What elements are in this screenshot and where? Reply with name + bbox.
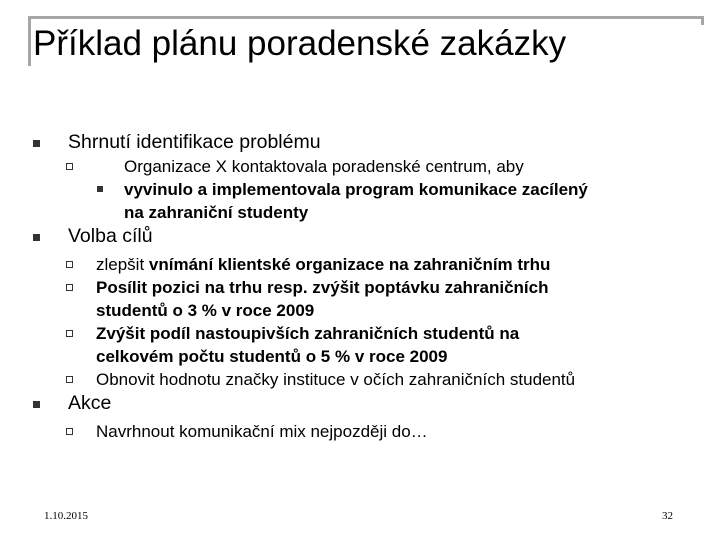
slide-title: Příklad plánu poradenské zakázky (33, 24, 567, 63)
square-bullet-icon (33, 234, 40, 241)
slide-content (30, 130, 710, 443)
sub-sub-bullet-item (30, 178, 710, 224)
footer-page-number: 32 (662, 510, 673, 522)
bullet-text-continuation: na zahraniční studenty (124, 203, 309, 222)
frame-left-rule (28, 16, 31, 66)
hollow-square-bullet-icon (66, 428, 73, 435)
bullet-text: Shrnutí identifikace problému (68, 131, 321, 153)
bullet-text: Navrhnout komunikační mix nejpozději do… (96, 422, 428, 441)
square-bullet-icon (33, 140, 40, 147)
bullet-text: Volba cílů (68, 225, 153, 247)
hollow-square-bullet-icon (66, 330, 73, 337)
bullet-item (30, 130, 710, 155)
sub-bullet-item (30, 155, 710, 178)
sub-bullet-item (30, 368, 710, 391)
bullet-text-prefix: zlepšit (96, 255, 149, 274)
bullet-text: Zvýšit podíl nastoupivších zahraničních studentů na (96, 324, 520, 343)
hollow-square-bullet-icon (66, 163, 73, 170)
bullet-text: Organizace X kontaktovala poradenské centrum, aby (124, 157, 524, 176)
frame-top-rule (28, 16, 704, 19)
bullet-text: Akce (68, 392, 112, 414)
hollow-square-bullet-icon (66, 284, 73, 291)
bullet-item (30, 224, 710, 249)
sub-bullet-item (30, 322, 710, 368)
hollow-square-bullet-icon (66, 376, 73, 383)
square-bullet-icon (97, 186, 103, 192)
bullet-text-continuation: celkovém počtu studentů o 5 % v roce 2009 (96, 347, 448, 366)
bullet-text: vnímání klientské organizace na zahraničním trhu (148, 255, 551, 274)
footer-date: 1.10.2015 (44, 510, 88, 522)
frame-right-rule (701, 16, 704, 25)
bullet-text: Posílit pozici na trhu resp. zvýšit poptávku zahraničních (96, 278, 549, 297)
bullet-item (30, 391, 710, 416)
square-bullet-icon (33, 401, 40, 408)
sub-bullet-item (30, 276, 710, 322)
bullet-text: vyvinulo a implementovala program komunikace zacílený (124, 180, 588, 199)
sub-bullet-item (30, 253, 710, 276)
bullet-text-continuation: studentů o 3 % v roce 2009 (96, 301, 315, 320)
sub-bullet-item (30, 420, 710, 443)
hollow-square-bullet-icon (66, 261, 73, 268)
bullet-text: Obnovit hodnotu značky instituce v očích zahraničních studentů (96, 370, 576, 389)
